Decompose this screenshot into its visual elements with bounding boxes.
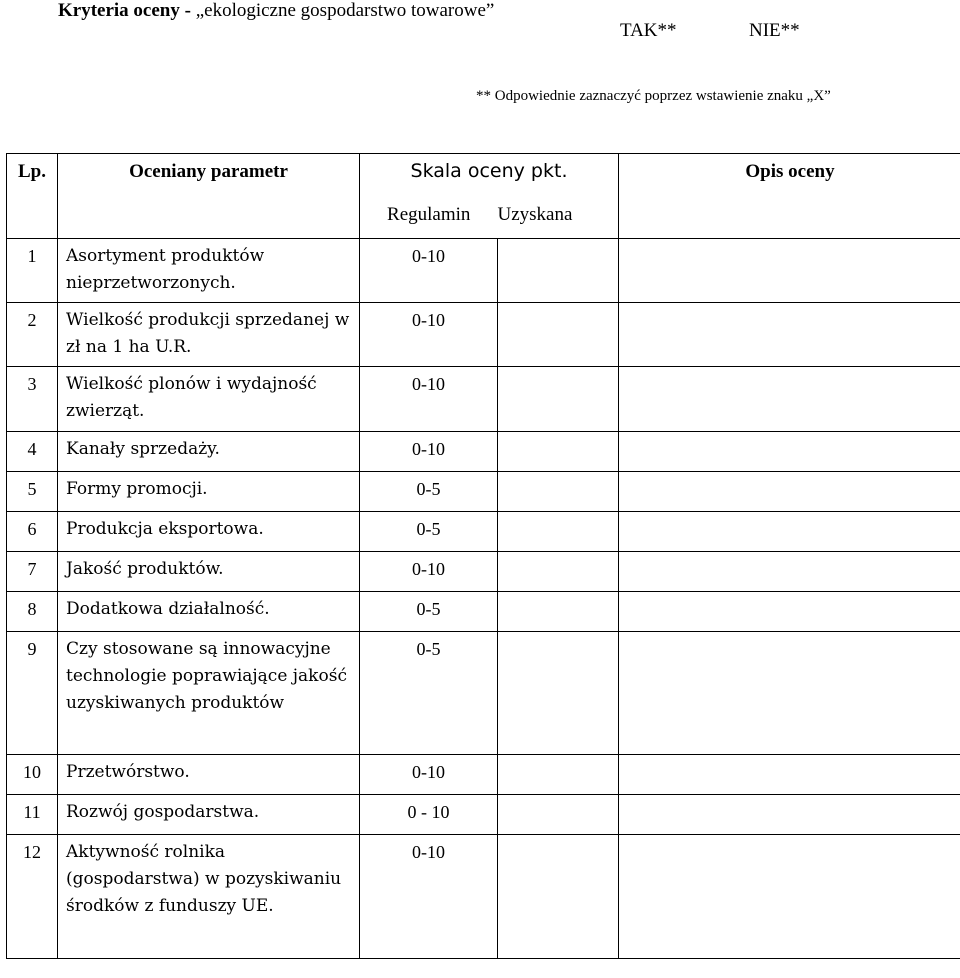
- row-regulamin: 0-5: [360, 512, 498, 552]
- row-uzyskana: [498, 592, 619, 632]
- table-row: [7, 239, 960, 303]
- header-scale: Skala oceny pkt.: [360, 154, 619, 195]
- row-param: Formy promocji.: [58, 472, 360, 512]
- table-body: [7, 239, 960, 959]
- row-lp: 8: [7, 592, 58, 632]
- row-opis: [619, 512, 960, 552]
- row-lp: 4: [7, 432, 58, 472]
- row-opis: [619, 303, 960, 367]
- header-lp: Lp.: [7, 154, 58, 239]
- table-row: [7, 835, 960, 959]
- row-lp: 3: [7, 367, 58, 432]
- row-uzyskana: [498, 239, 619, 303]
- table-row: [7, 432, 960, 472]
- row-regulamin: 0-10: [360, 552, 498, 592]
- document-title: [58, 0, 494, 22]
- table-row: [7, 592, 960, 632]
- row-lp: 2: [7, 303, 58, 367]
- row-regulamin: 0-10: [360, 303, 498, 367]
- header-opis: Opis oceny: [619, 154, 960, 239]
- row-uzyskana: [498, 755, 619, 795]
- criteria-table: [6, 153, 960, 959]
- row-param: Wielkość plonów i wydajność zwierząt.: [58, 367, 360, 432]
- table-row: [7, 472, 960, 512]
- row-param: Dodatkowa działalność.: [58, 592, 360, 632]
- row-regulamin: 0-5: [360, 592, 498, 632]
- row-uzyskana: [498, 432, 619, 472]
- marking-note: ** Odpowiednie zaznaczyć poprzez wstawienie znaku „X”: [476, 88, 831, 104]
- row-uzyskana: [498, 632, 619, 755]
- nie-label: NIE**: [749, 20, 800, 41]
- table-row: [7, 552, 960, 592]
- row-opis: [619, 835, 960, 959]
- row-uzyskana: [498, 835, 619, 959]
- row-regulamin: 0-10: [360, 835, 498, 959]
- row-opis: [619, 367, 960, 432]
- row-regulamin: 0-10: [360, 239, 498, 303]
- row-lp: 11: [7, 795, 58, 835]
- row-uzyskana: [498, 512, 619, 552]
- tak-label: TAK**: [620, 20, 677, 41]
- row-param: Wielkość produkcji sprzedanej w zł na 1 ha U.R.: [58, 303, 360, 367]
- row-param: Czy stosowane są innowacyjne technologie poprawiające jakość uzyskiwanych produktów: [58, 632, 360, 755]
- row-regulamin: 0-10: [360, 432, 498, 472]
- row-param: Aktywność rolnika (gospodarstwa) w pozyskiwaniu środków z funduszy UE.: [58, 835, 360, 959]
- table-row: [7, 367, 960, 432]
- row-opis: [619, 592, 960, 632]
- row-opis: [619, 552, 960, 592]
- table-row: [7, 512, 960, 552]
- row-uzyskana: [498, 367, 619, 432]
- row-uzyskana: [498, 303, 619, 367]
- table-row: [7, 632, 960, 755]
- row-param: Rozwój gospodarstwa.: [58, 795, 360, 835]
- title-rest: „ekologiczne gospodarstwo towarowe”: [195, 0, 495, 21]
- table-row: [7, 795, 960, 835]
- row-regulamin: 0-10: [360, 367, 498, 432]
- row-lp: 12: [7, 835, 58, 959]
- row-uzyskana: [498, 552, 619, 592]
- title-bold: Kryteria oceny -: [58, 0, 196, 21]
- header-uzyskana: Uzyskana: [498, 195, 619, 239]
- row-lp: 7: [7, 552, 58, 592]
- row-param: Przetwórstwo.: [58, 755, 360, 795]
- row-uzyskana: [498, 795, 619, 835]
- row-opis: [619, 472, 960, 512]
- row-lp: 9: [7, 632, 58, 755]
- header-param: Oceniany parametr: [58, 154, 360, 239]
- row-lp: 10: [7, 755, 58, 795]
- row-regulamin: 0-5: [360, 632, 498, 755]
- row-uzyskana: [498, 472, 619, 512]
- row-param: Produkcja eksportowa.: [58, 512, 360, 552]
- row-param: Asortyment produktów nieprzetworzonych.: [58, 239, 360, 303]
- row-regulamin: 0-5: [360, 472, 498, 512]
- table-row: [7, 755, 960, 795]
- row-param: Kanały sprzedaży.: [58, 432, 360, 472]
- table-header-row: [7, 154, 960, 195]
- row-opis: [619, 755, 960, 795]
- row-opis: [619, 795, 960, 835]
- row-regulamin: 0 - 10: [360, 795, 498, 835]
- row-regulamin: 0-10: [360, 755, 498, 795]
- row-opis: [619, 239, 960, 303]
- row-opis: [619, 432, 960, 472]
- row-param: Jakość produktów.: [58, 552, 360, 592]
- row-lp: 6: [7, 512, 58, 552]
- row-lp: 1: [7, 239, 58, 303]
- header-regulamin: Regulamin: [360, 195, 498, 239]
- row-opis: [619, 632, 960, 755]
- row-lp: 5: [7, 472, 58, 512]
- table-row: [7, 303, 960, 367]
